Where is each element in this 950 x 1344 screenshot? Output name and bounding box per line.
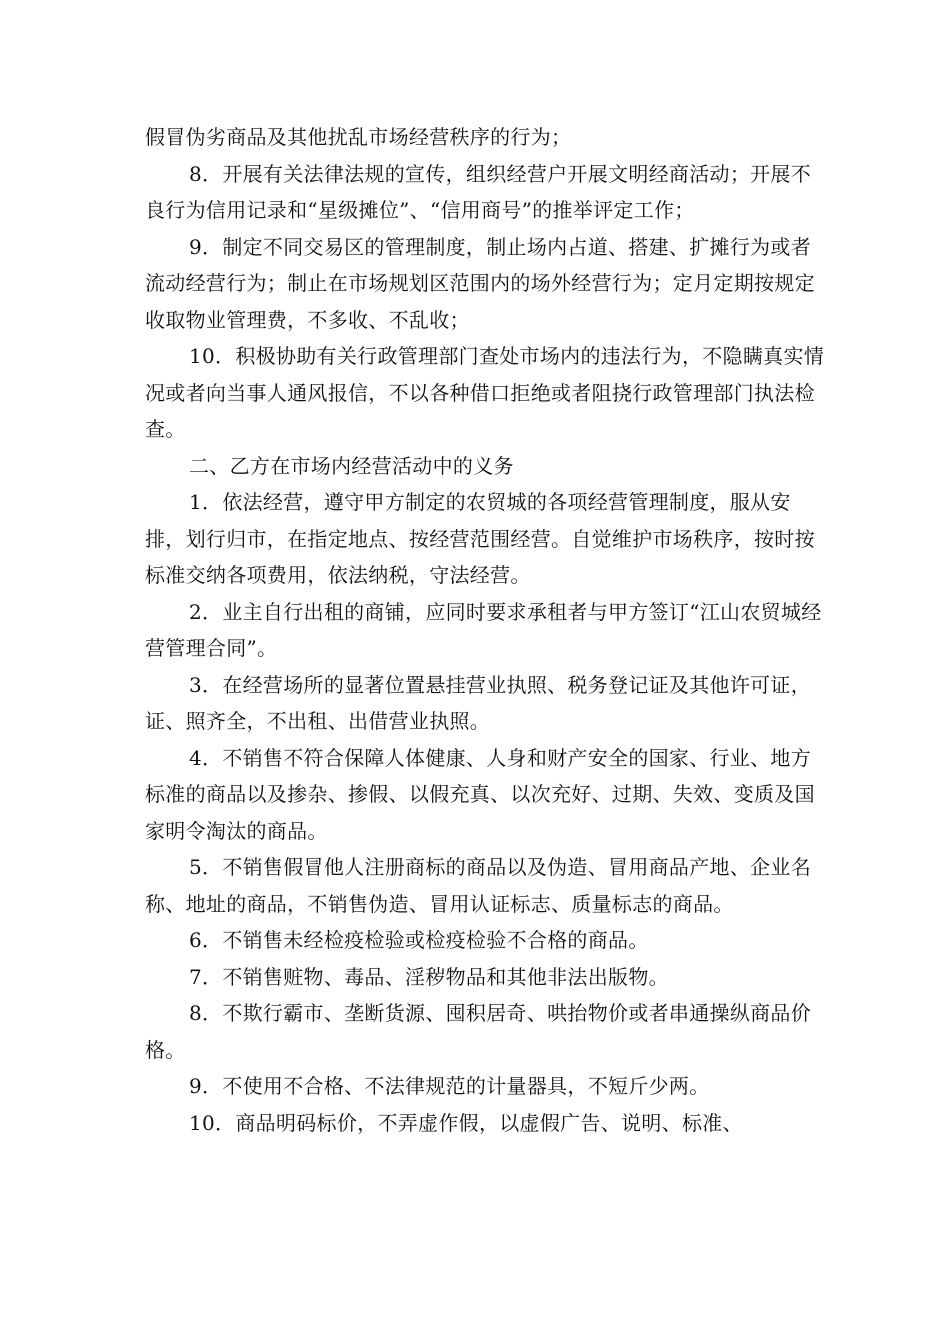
paragraph: 1．依法经营，遵守甲方制定的农贸城的各项经营管理制度，服从安排，划行归市，在指定地点、按经营范围经营。自觉维护市场秩序，按时按标准交纳各项费用，依法纳税，守法经营。 xyxy=(145,490,815,587)
paragraph: 6．不销售未经检疫检验或检疫检验不合格的商品。 xyxy=(189,928,649,952)
paragraph: 7．不销售赃物、毒品、淫秽物品和其他非法出版物。 xyxy=(189,964,669,989)
paragraph: 2．业主自行出租的商铺，应同时要求承租者与甲方签订“江山农贸城经营管理合同”。 xyxy=(145,599,822,660)
paragraph: 5．不销售假冒他人注册商标的商品以及伪造、冒用商品产地、企业名称、地址的商品，不销售伪造、冒用认证标志、质量标志的商品。 xyxy=(145,855,812,916)
paragraph: 8．开展有关法律法规的宣传，组织经营户开展文明经商活动；开展不良行为信用记录和“星级摊位”、“信用商号”的推举评定工作； xyxy=(145,161,812,222)
section-heading: 二、乙方在市场内经营活动中的义务 xyxy=(189,453,514,478)
paragraph: 9．不使用不合格、不法律规范的计量器具，不短斤少两。 xyxy=(189,1074,710,1098)
document-body xyxy=(145,119,825,1141)
paragraph: 3．在经营场所的显著位置悬挂营业执照、税务登记证及其他许可证，证、照齐全，不出租、出借营业执照。 xyxy=(145,672,812,733)
paragraph: 8．不欺行霸市、垄断货源、囤积居奇、哄抬物价或者串通操纵商品价格。 xyxy=(145,1001,812,1062)
paragraph: 10．商品明码标价，不弄虚作假，以虚假广告、说明、标准、 xyxy=(189,1110,743,1135)
paragraph: 假冒伪劣商品及其他扰乱市场经营秩序的行为； xyxy=(145,125,572,149)
paragraph: 4．不销售不符合保障人体健康、人身和财产安全的国家、行业、地方标准的商品以及掺杂、掺假、以假充真、以次充好、过期、失效、变质及国家明令淘汰的商品。 xyxy=(145,745,815,843)
paragraph: 9．制定不同交易区的管理制度，制止场内占道、搭建、扩摊行为或者流动经营行为；制止在市场规划区范围内的场外经营行为；定月定期按规定收取物业管理费，不多收、不乱收； xyxy=(145,234,815,332)
paragraph: 10．积极协助有关行政管理部门查处市场内的违法行为，不隐瞒真实情况或者向当事人通风报信，不以各种借口拒绝或者阻挠行政管理部门执法检查。 xyxy=(145,344,825,441)
